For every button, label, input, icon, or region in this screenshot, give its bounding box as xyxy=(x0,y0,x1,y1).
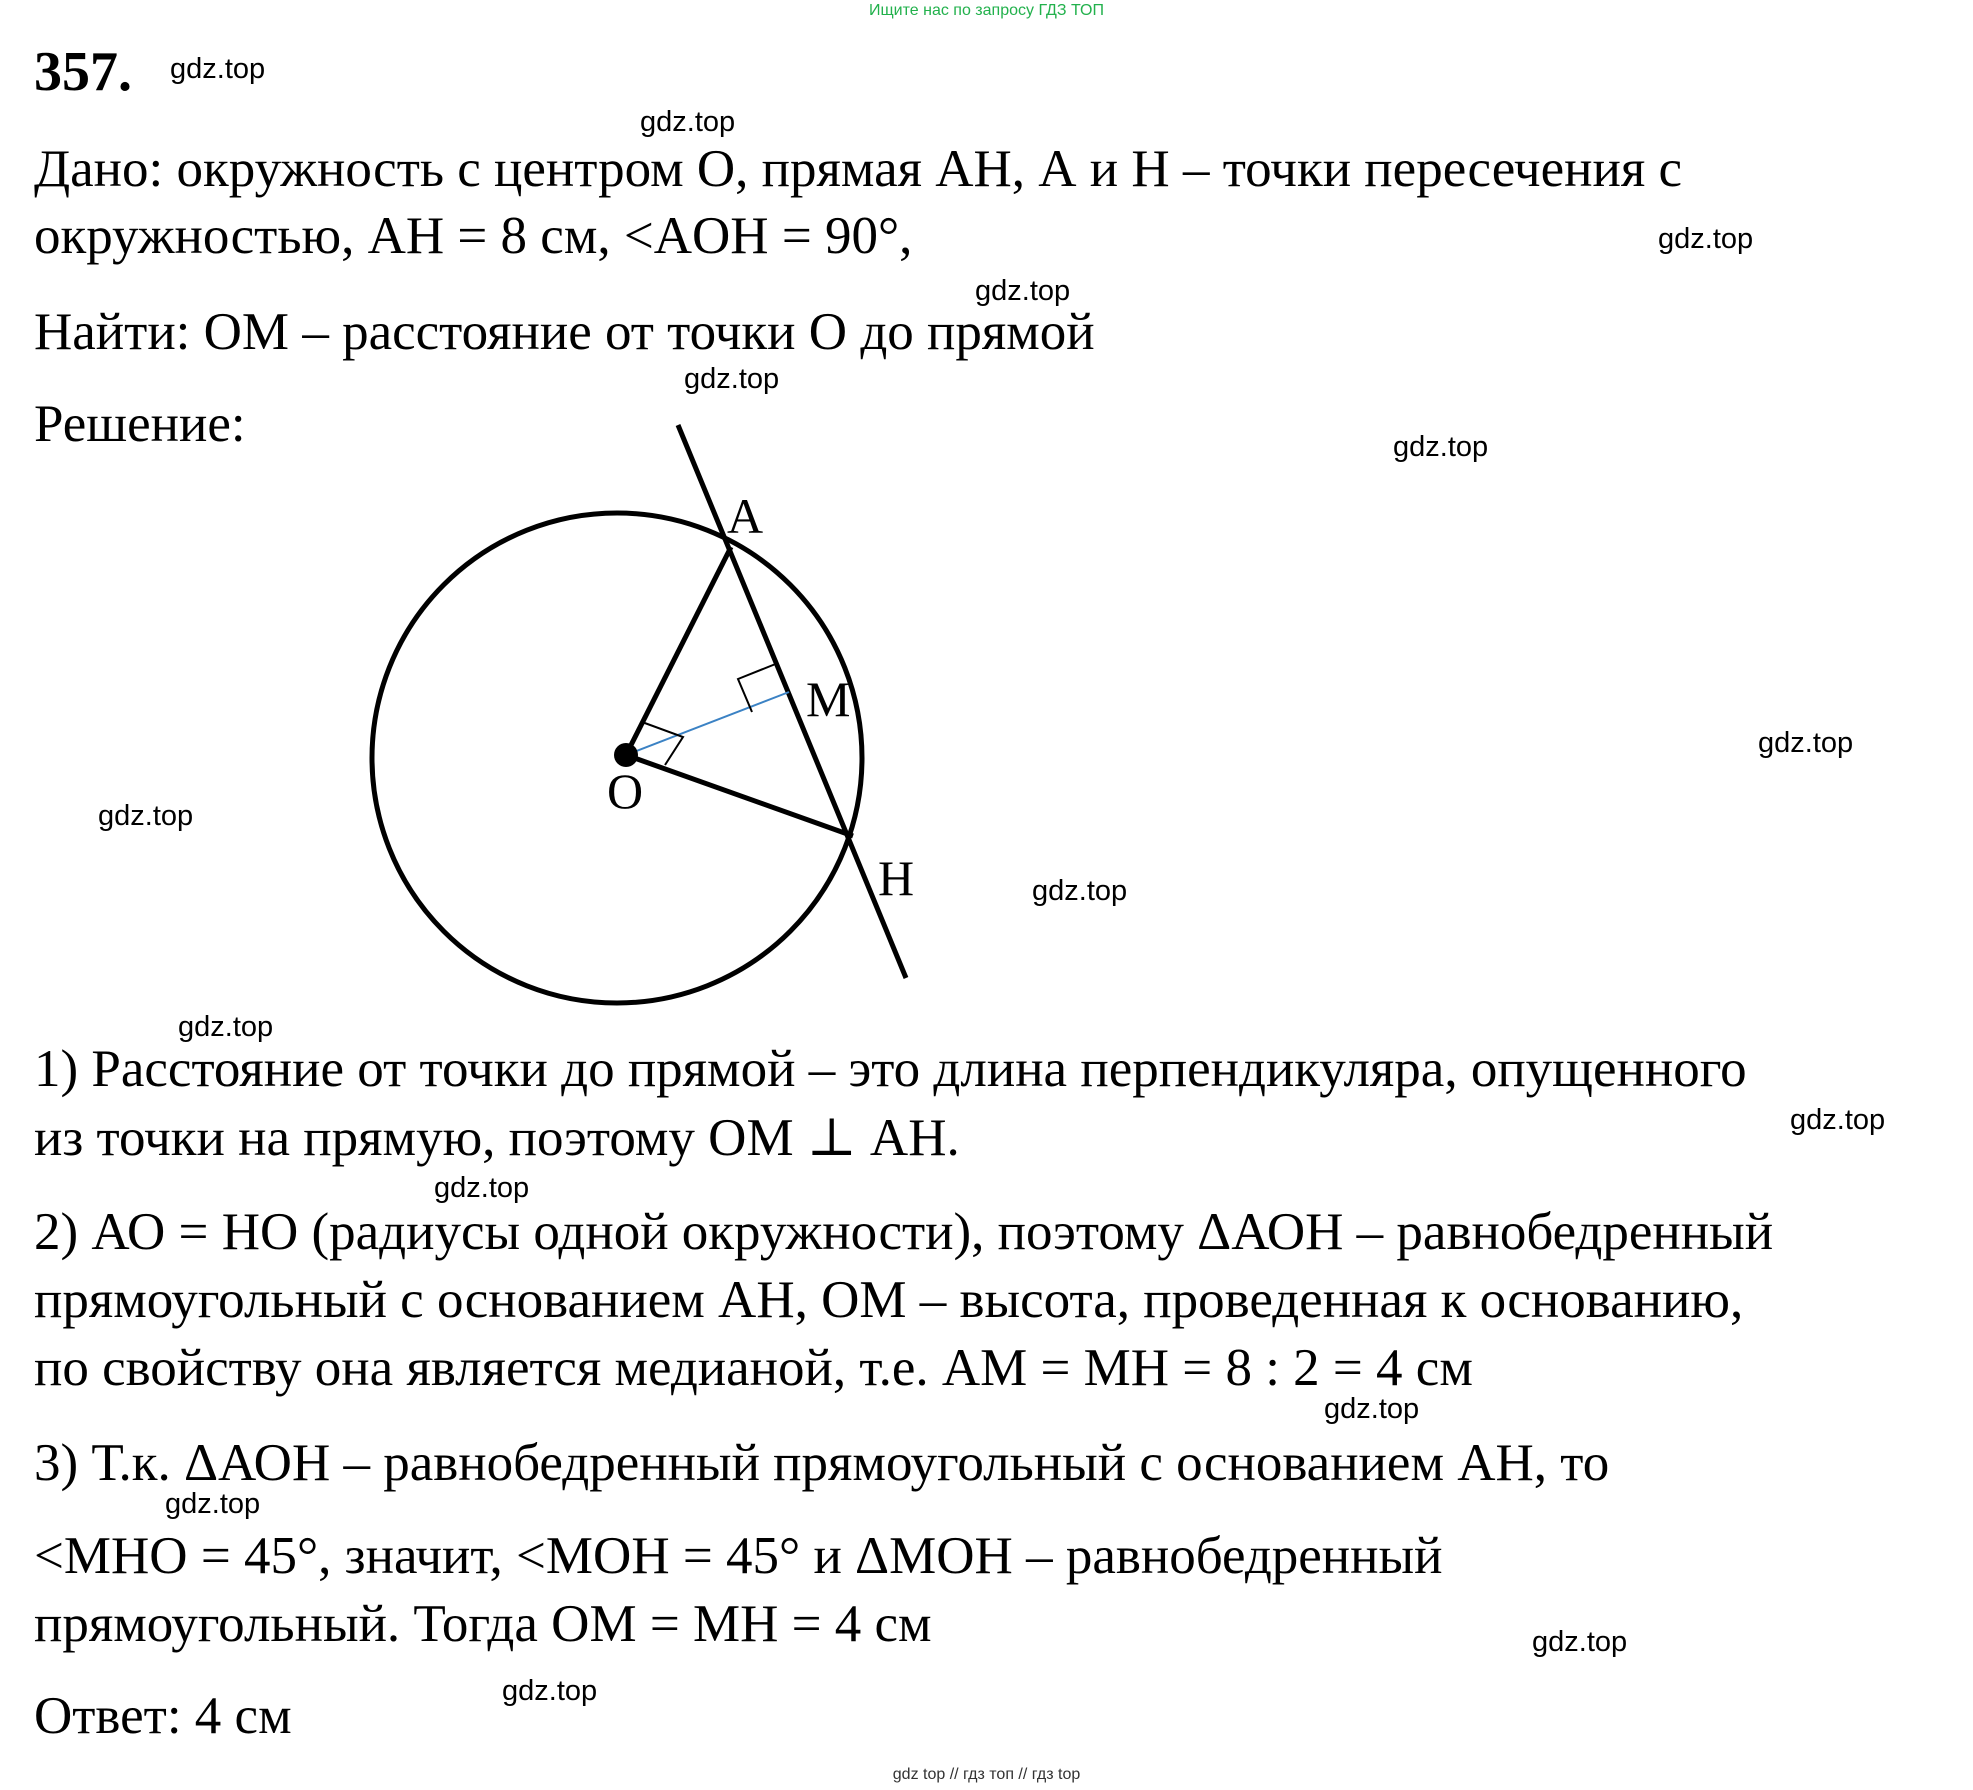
step-1-line-2: из точки на прямую, поэтому ОМ ⊥ АН. xyxy=(34,1109,960,1167)
point-label-a: A xyxy=(727,488,764,544)
step-2-line-3: по свойству она является медианой, т.е. АМ = МН = 8 : 2 = 4 см xyxy=(34,1339,1473,1397)
top-banner: Ищите нас по запросу ГДЗ ТОП xyxy=(869,2,1104,19)
point-label-o: O xyxy=(607,763,644,819)
watermark: gdz.top xyxy=(684,363,780,395)
watermark: gdz.top xyxy=(165,1488,261,1520)
watermark: gdz.top xyxy=(640,106,736,138)
answer-line: Ответ: 4 см xyxy=(34,1687,292,1745)
watermark: gdz.top xyxy=(1658,223,1754,255)
watermark: gdz.top xyxy=(975,275,1071,307)
find-line: Найти: ОМ – расстояние от точки О до прямой xyxy=(34,303,1095,361)
watermark: gdz.top xyxy=(1532,1626,1628,1658)
step-3-line-2: <MHO = 45°, значит, <MOH = 45° и ΔMOH – равнобедренный xyxy=(34,1527,1443,1585)
step-3-line-1: 3) Т.к. ΔАОН – равнобедренный прямоугольный с основанием АН, то xyxy=(34,1434,1610,1492)
point-label-m: M xyxy=(806,671,851,727)
point-label-h: H xyxy=(878,850,915,906)
watermark: gdz.top xyxy=(502,1675,598,1707)
step-3-line-3: прямоугольный. Тогда ОМ = МН = 4 см xyxy=(34,1595,932,1653)
given-line-2: окружностью, АН = 8 см, <AOH = 90°, xyxy=(34,207,913,265)
given-line-1: Дано: окружность с центром О, прямая АН, А и Н – точки пересечения с xyxy=(34,140,1682,198)
watermark: gdz.top xyxy=(170,53,266,85)
footer: gdz top // гдз топ // гдз top xyxy=(892,1766,1081,1783)
watermark: gdz.top xyxy=(1790,1104,1886,1136)
right-angle-mark-o xyxy=(642,722,683,765)
problem-number: 357. xyxy=(34,41,132,103)
radius-oa xyxy=(626,547,731,755)
line-ah xyxy=(678,425,906,978)
watermark: gdz.top xyxy=(1393,431,1489,463)
step-2-line-2: прямоугольный с основанием АН, ОМ – высота, проведенная к основанию, xyxy=(34,1271,1744,1329)
step-1-line-1: 1) Расстояние от точки до прямой – это длина перпендикуляра, опущенного xyxy=(34,1040,1747,1098)
watermark: gdz.top xyxy=(178,1011,274,1043)
watermark: gdz.top xyxy=(98,800,194,832)
solution-label: Решение: xyxy=(34,395,246,453)
watermark: gdz.top xyxy=(434,1172,530,1204)
step-2-line-1: 2) АО = НО (радиусы одной окружности), поэтому ΔАОН – равнобедренный xyxy=(34,1203,1774,1261)
watermark: gdz.top xyxy=(1324,1393,1420,1425)
watermark: gdz.top xyxy=(1758,727,1854,759)
watermark: gdz.top xyxy=(1032,875,1128,907)
